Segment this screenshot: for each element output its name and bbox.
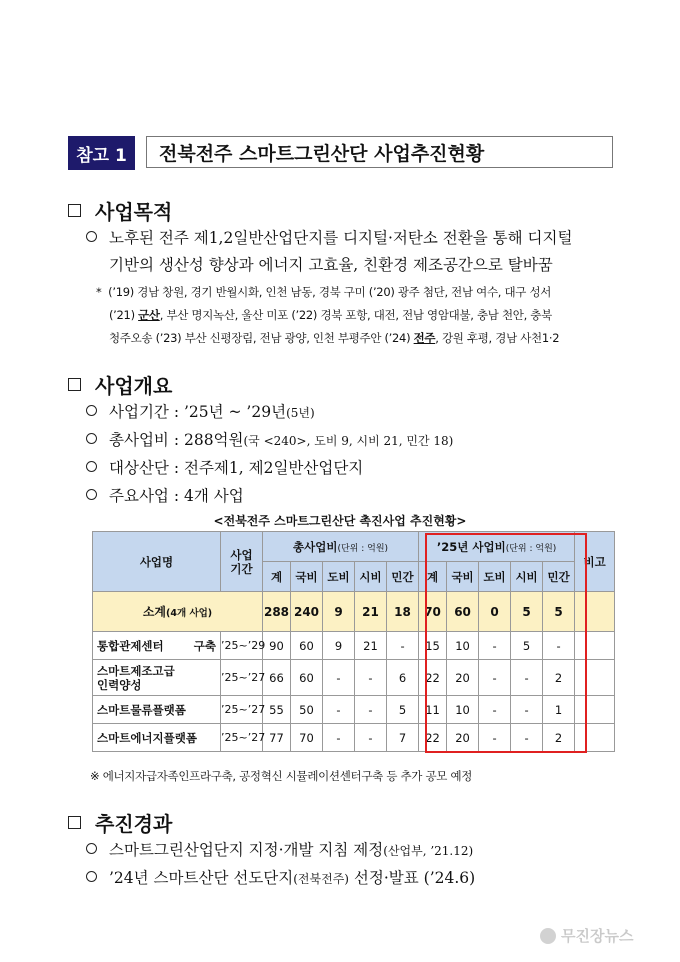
section-progress-heading: 추진경과 <box>68 808 172 837</box>
table-cell: 6 <box>387 660 419 696</box>
header-remarks: 비고 <box>575 532 615 592</box>
table-cell: 11 <box>419 696 447 724</box>
project-name: 스마트에너지플랫폼 <box>93 724 221 752</box>
table-row <box>93 632 615 660</box>
square-bullet-icon <box>68 378 81 391</box>
header-period: 사업 기간 <box>221 532 263 592</box>
purpose-line-1: 노후된 전주 제1,2일반산업단지를 디지털·저탄소 전환을 통해 디지털 <box>86 226 572 248</box>
table-cell: - <box>323 724 355 752</box>
purpose-line-2: 기반의 생산성 향상과 에너지 고효율, 친환경 제조공간으로 탈바꿈 <box>109 256 553 274</box>
project-period: ’25~’29 <box>221 632 263 660</box>
table-row <box>93 724 615 752</box>
table-cell: 5 <box>387 696 419 724</box>
watermark-logo: 무진장뉴스 <box>540 925 633 946</box>
table-cell: 22 <box>419 660 447 696</box>
table-cell: 60 <box>291 632 323 660</box>
table-cell: - <box>543 632 575 660</box>
table-cell: 60 <box>291 660 323 696</box>
table-cell: 288 <box>263 592 291 632</box>
reference-tag: 참고 1 <box>68 136 135 170</box>
table-cell <box>575 592 615 632</box>
table-cell: 20 <box>447 660 479 696</box>
project-status-table <box>92 531 615 752</box>
header-sub: 계 <box>419 562 447 592</box>
table-cell: 21 <box>355 592 387 632</box>
table-footnote: ※ 에너지자급자족인프라구축, 공정혁신 시뮬레이션센터구축 등 추가 공모 예정 <box>90 769 473 783</box>
table-cell: 50 <box>291 696 323 724</box>
header-sub: 계 <box>263 562 291 592</box>
table-cell: 2 <box>543 724 575 752</box>
table-cell: 18 <box>387 592 419 632</box>
logo-mark-icon <box>540 928 556 944</box>
table-cell: 2 <box>543 660 575 696</box>
table-cell: 60 <box>447 592 479 632</box>
table-cell: - <box>479 696 511 724</box>
table-row <box>93 696 615 724</box>
table-cell <box>575 632 615 660</box>
square-bullet-icon <box>68 816 81 829</box>
header-sub: 도비 <box>479 562 511 592</box>
header-project-name: 사업명 <box>93 532 221 592</box>
circle-bullet-icon <box>86 843 97 854</box>
project-period: ’25~’27 <box>221 724 263 752</box>
header-total-budget: 총사업비(단위 : 억원) <box>263 532 419 562</box>
project-period: ’25~’27 <box>221 696 263 724</box>
project-name: 통합관제센터 구축 <box>93 632 221 660</box>
header-sub: 민간 <box>387 562 419 592</box>
section-overview-heading: 사업개요 <box>68 370 172 399</box>
table-cell: 15 <box>419 632 447 660</box>
table-cell <box>575 696 615 724</box>
table-cell <box>575 724 615 752</box>
circle-bullet-icon <box>86 405 97 416</box>
purpose-note-3: 청주오송 (’23) 부산 신평장림, 전남 광양, 인천 부평주안 (’24) 전주, 강원 후평, 경남 사천1·2 <box>109 331 560 345</box>
table-cell <box>575 660 615 696</box>
circle-bullet-icon <box>86 433 97 444</box>
table-cell: 240 <box>291 592 323 632</box>
progress-line-1: 스마트그린산업단지 지정·개발 지침 제정(산업부, ’21.12) <box>86 838 473 860</box>
table-cell: 66 <box>263 660 291 696</box>
table-cell: 1 <box>543 696 575 724</box>
table-cell: - <box>323 696 355 724</box>
table-cell: - <box>355 660 387 696</box>
table-cell: 22 <box>419 724 447 752</box>
table-cell: 5 <box>511 632 543 660</box>
table-cell: - <box>387 632 419 660</box>
circle-bullet-icon <box>86 461 97 472</box>
table-cell: 10 <box>447 632 479 660</box>
purpose-note-1: * (’19) 경남 창원, 경기 반월시화, 인천 남동, 경북 구미 (’20) 광주 첨단, 전남 여수, 대구 성서 <box>96 285 552 299</box>
table-row-subtotal <box>93 592 615 632</box>
table-cell: 55 <box>263 696 291 724</box>
table-cell: - <box>479 660 511 696</box>
table-cell: - <box>479 632 511 660</box>
overview-budget: 총사업비 : 288억원(국 <240>, 도비 9, 시비 21, 민간 18) <box>86 428 453 450</box>
table-cell: 70 <box>291 724 323 752</box>
overview-target: 대상산단 : 전주제1, 제2일반산업단지 <box>86 456 363 478</box>
table-cell: 9 <box>323 592 355 632</box>
table-cell: 7 <box>387 724 419 752</box>
header-sub: 도비 <box>323 562 355 592</box>
table-cell: 5 <box>511 592 543 632</box>
table-cell: 5 <box>543 592 575 632</box>
table-row <box>93 660 615 696</box>
document-header <box>68 136 614 170</box>
progress-line-2: ’24년 스마트산단 선도단지(전북전주) 선정·발표 (’24.6) <box>86 866 475 888</box>
header-sub: 시비 <box>355 562 387 592</box>
table-cell: - <box>479 724 511 752</box>
table-cell: 90 <box>263 632 291 660</box>
circle-bullet-icon <box>86 489 97 500</box>
table-cell: - <box>511 660 543 696</box>
table-cell: 70 <box>419 592 447 632</box>
table-cell: 77 <box>263 724 291 752</box>
header-sub: 시비 <box>511 562 543 592</box>
square-bullet-icon <box>68 204 81 217</box>
header-2025-budget: ’25년 사업비(단위 : 억원) <box>419 532 575 562</box>
project-name: 스마트물류플랫폼 <box>93 696 221 724</box>
table-cell: 9 <box>323 632 355 660</box>
table-cell: - <box>355 696 387 724</box>
purpose-note-2: (’21) 군산, 부산 명지녹산, 울산 미포 (’22) 경북 포항, 대전, 전남 영암대불, 충남 천안, 충북 <box>109 308 552 322</box>
table-cell: 0 <box>479 592 511 632</box>
table-cell: 20 <box>447 724 479 752</box>
table-title: <전북전주 스마트그린산단 촉진사업 추진현황> <box>213 514 467 528</box>
document-title: 전북전주 스마트그린산단 사업추진현황 <box>146 136 613 168</box>
table-cell: - <box>355 724 387 752</box>
header-sub: 국비 <box>447 562 479 592</box>
subtotal-label: 소계(4개 사업) <box>93 592 263 632</box>
project-period: ’25~’27 <box>221 660 263 696</box>
table-cell: - <box>511 696 543 724</box>
header-sub: 국비 <box>291 562 323 592</box>
overview-main-projects: 주요사업 : 4개 사업 <box>86 484 244 506</box>
circle-bullet-icon <box>86 871 97 882</box>
project-name: 스마트제조고급 인력양성 <box>93 660 221 696</box>
overview-period: 사업기간 : ’25년 ~ ’29년(5년) <box>86 400 315 422</box>
table-cell: 10 <box>447 696 479 724</box>
section-purpose-heading: 사업목적 <box>68 196 172 225</box>
header-sub: 민간 <box>543 562 575 592</box>
table-cell: - <box>323 660 355 696</box>
circle-bullet-icon <box>86 231 97 242</box>
table-cell: 21 <box>355 632 387 660</box>
table-cell: - <box>511 724 543 752</box>
